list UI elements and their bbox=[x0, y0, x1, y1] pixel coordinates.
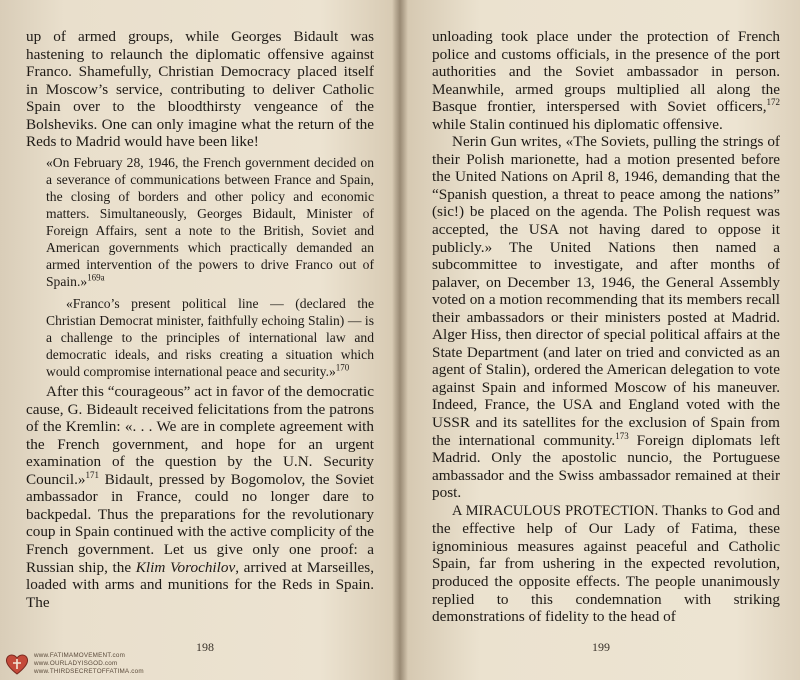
watermark-url-1[interactable]: www.FATIMAMOVEMENT.com bbox=[34, 652, 126, 659]
right-page bbox=[432, 28, 780, 626]
para-2-part-a: After this “courageous” act in favor of the democratic cause, G. Bideault received felicitations from the patrons of the Kremlin: «. . . We are in complete agreement with the French government, and hope for an urgent examination of the question by the U.N. Security Council.» bbox=[26, 383, 374, 488]
para-2-part-b: Bidault, pressed by Bogomolov, the Soviet ambassador in France, could no longer dare to backpedal. Thus the preparations for the revolutionary coup in Spain continued with the active complicity of the French government. Let us give only one proof: a Russian ship, the bbox=[26, 470, 374, 576]
left-paragraph-2 bbox=[26, 383, 374, 611]
para-2-part-c: , arrived at Marseilles, loaded with arms and munitions for the Reds in Spain. The bbox=[26, 558, 374, 611]
watermark-urls bbox=[34, 652, 144, 676]
page-number-left: 198 bbox=[196, 640, 214, 654]
section-heading: A MIRACULOUS PROTECTION. bbox=[452, 502, 659, 519]
footnote-172: 172 bbox=[766, 97, 780, 108]
right-paragraph-2 bbox=[432, 133, 780, 501]
right-para-3-body: Thanks to God and the effective help of Our Lady of Fatima, these ignominious measures against peaceful and Catholic Spain, far from ushering in the expected revolution, produced the opposite effects. The people unanimously replied to this condemnation with striking demonstrations of fidelity to the head of bbox=[432, 501, 780, 626]
ship-name: Klim Vorochilov bbox=[135, 558, 236, 576]
left-paragraph-1: up of armed groups, while Georges Bidault was hastening to relaunch the diplomatic offensive against Franco. Shamefully, Christian Democracy placed itself in Moscow’s service, contributing to deliver Catholic Spain over to the bloodthirsty vengeance of the Bolsheviks. One can only imagine what the return of the Reds to Madrid would have been like! bbox=[26, 28, 374, 151]
right-paragraph-1 bbox=[432, 28, 780, 133]
heart-shield-logo-icon bbox=[4, 652, 30, 676]
footnote-171: 171 bbox=[85, 469, 99, 480]
quote-franco-political-line bbox=[46, 295, 374, 380]
left-page bbox=[26, 28, 374, 611]
left-quote-block bbox=[46, 154, 374, 380]
quote-french-government bbox=[46, 154, 374, 291]
footnote-170: 170 bbox=[335, 362, 350, 373]
quote-2-text: «Franco’s present political line — (declared the Christian Democrat minister, faithfully echoing Stalin) — is a challenge to the principles of international law and democratic ideals, and risks creating a situation which would compromise international peace and security.» bbox=[46, 295, 374, 379]
right-para-1-part-a: unloading took place under the protection of French police and customs officials, in the presence of the port authorities and the Soviet ambassador in person. Meanwhile, armed groups multiplied all along the Basque frontier, interspersed with Soviet officers, bbox=[432, 28, 780, 116]
book-gutter bbox=[392, 0, 408, 680]
right-para-2-part-a: Nerin Gun writes, «The Soviets, pulling the strings of their Polish marionette, had a motion presented before the United Nations on April 8, 1946, demanding that the “Spanish question, a threat to peace among the nations” (sic!) be placed on the agenda. The Polish request was accepted, the USA not having dared to oppose it publicly.» The United Nations then named a subcommittee to investigate, and after months of palaver, on December 13, 1946, the General Assembly voted on a motion recommending that its members recall their ambassadors or their ministers posted at Madrid. Alger Hiss, then director of special political affairs at the State Department (and later on tried and convicted as an agent of Stalin), ordered the American delegation to vote against Spain and informed Moscow of his maneuver. Indeed, France, the USA and England voted with the USSR and its satellites for the exclusion of Spain from the international community. bbox=[432, 133, 780, 449]
quote-1-text: «On February 28, 1946, the French government decided on a severance of communications between France and Spain, the closing of borders and other policy and economic matters. Simultaneously, Georges Bidault, Minister of Foreign Affairs, sent a note to the British, Soviet and American governments which practically demanded an armed intervention of the powers to drive Franco out of Spain.» bbox=[46, 154, 374, 290]
page-number-right: 199 bbox=[592, 640, 610, 654]
right-para-2-part-b: Foreign diplomats left Madrid. Only the apostolic nuncio, the Portuguese ambassador and the Swiss ambassador remained at their post. bbox=[432, 431, 780, 502]
watermark-url-3[interactable]: www.THIRDSECRETOFFATIMA.com bbox=[34, 668, 144, 675]
right-para-1-part-b: while Stalin continued his diplomatic offensive. bbox=[432, 115, 723, 133]
right-paragraph-3 bbox=[432, 502, 780, 626]
footnote-173: 173 bbox=[615, 430, 629, 441]
watermark-url-2[interactable]: www.OURLADYISGOD.com bbox=[34, 660, 118, 667]
footnote-169a: 169a bbox=[87, 272, 105, 283]
